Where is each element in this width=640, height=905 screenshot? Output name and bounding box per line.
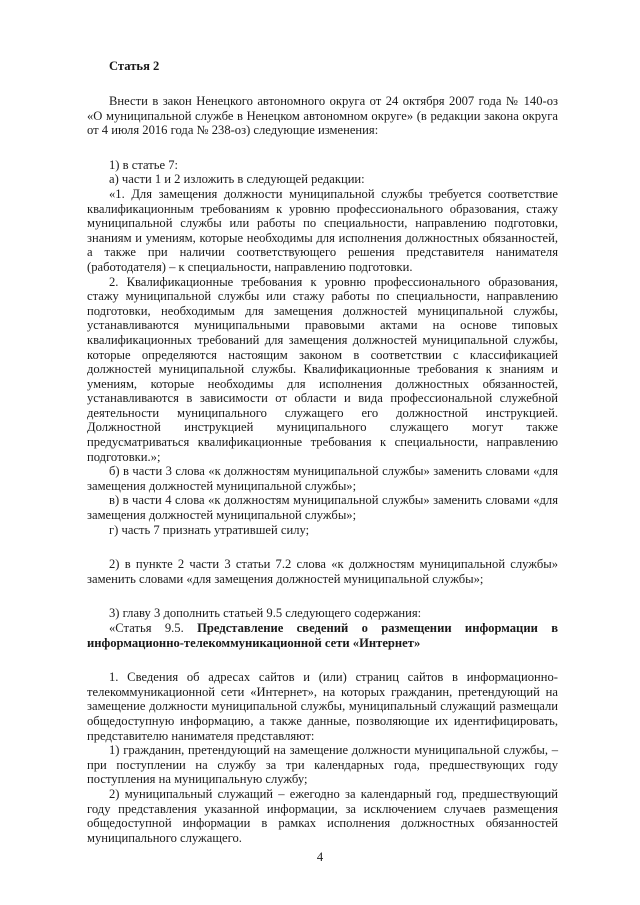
item-1-g: г) часть 7 признать утратившей силу; [109,522,310,537]
new-article-title: Представление сведений о размещении информации в информационно-телекоммуникационной сети «Интернет» [87,621,558,650]
item-1-a-part-1: «1. Для замещения должности муниципальной службы требуется соответствие квалификационным требованиям к уровню профессионального образования, стажу муниципальной службы или работы по специальности, направлению подготовки, знаниям и умениям, которые необходимы для исполнения должностных обязанностей, а также при наличии соответствующего решения представителя нанимателя (работодателя) – к специальности, направлению подготовки. [87,186,558,274]
article-intro: Внести в закон Ненецкого автономного округа от 24 октября 2007 года № 140-оз «О муниципальной службе в Ненецком автономном округе» (в редакции закона округа от 4 июля 2016 года № 238-оз) следующие изменения: [87,94,558,138]
item-1-a-part-2: 2. Квалификационные требования к уровню профессионального образования, стажу муниципальной службы или стажу работы по специальности, направлению подготовки, необходимым для замещения должностей муниципальной службы, устанавливаются муниципальными правовыми актами на основе типовых квалификационных требований для замещения должностей муниципальной службы, которые определяются настоящим законом в соответствии с классификацией должностей муниципальной службы. Квалификационные требования к знаниям и умениям, которые необходимы для исполнения должностных обязанностей, устанавливаются в зависимости от области и вида профессиональной служебной деятельности муниципального служащего его должностной инструкцией. Должностной инструкцией муниципального служащего могут также предусматриваться квалификационные требования к специальности, направлению подготовки.»; [87,274,558,464]
item-2: 2) в пункте 2 части 3 статьи 7.2 слова «к должностям муниципальной службы» заменить словами «для замещения должностей муниципальной службы»; [87,557,558,586]
new-article-heading [87,621,558,650]
new-article-part-1-item-1: 1) гражданин, претендующий на замещение должности муниципальной службы, – при поступлении на службу за три календарных года, предшествующих году поступления на муниципальную службу; [87,743,558,787]
item-3-heading: 3) главу 3 дополнить статьей 9.5 следующего содержания: [109,606,422,621]
item-1-v: в) в части 4 слова «к должностям муниципальной службы» заменить словами «для замещения должностей муниципальной службы»; [87,493,558,523]
item-1-heading: 1) в статье 7: [109,157,179,172]
article-title: Статья 2 [109,59,160,73]
item-1-b: б) в части 3 слова «к должностям муниципальной службы» заменить словами «для замещения должностей муниципальной службы»; [87,464,558,493]
new-article-part-1-item-2: 2) муниципальный служащий – ежегодно за календарный год, предшествующий году представления указанной информации, за исключением случаев размещения общедоступной информации в рамках исполнения должностных обязанностей муниципального служащего. [87,786,558,845]
new-article-part-1: 1. Сведения об адресах сайтов и (или) страниц сайтов в информационно-телекоммуникационной сети «Интернет», на которых гражданин, претендующий на замещение должности муниципальной службы, муниципальный служащий размещали общедоступную информацию, а также данные, позволяющие их идентифицировать, представителю нанимателя представляют: [87,670,558,743]
item-1-a: а) части 1 и 2 изложить в следующей редакции: [109,172,365,187]
new-article-prefix: «Статья 9.5. [109,621,184,635]
page-number: 4 [316,850,324,864]
